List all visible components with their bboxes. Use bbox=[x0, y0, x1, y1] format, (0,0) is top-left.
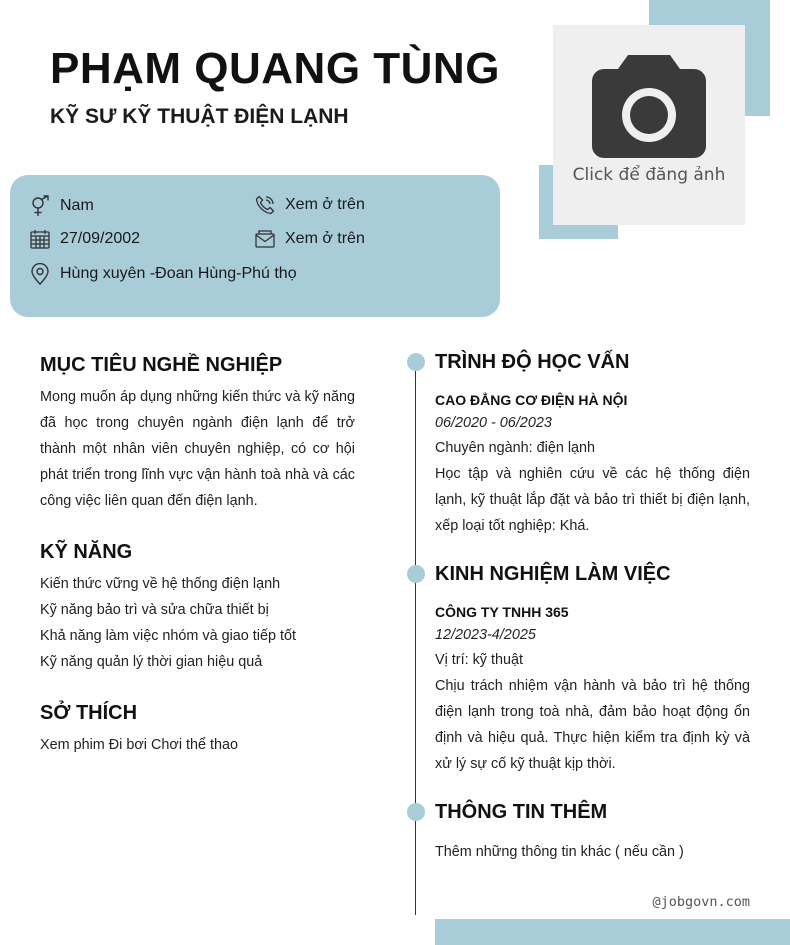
birthdate-value: 27/09/2002 bbox=[60, 230, 141, 247]
location-icon bbox=[30, 263, 50, 285]
hobbies-text: Xem phim Đi bơi Chơi thể thao bbox=[40, 737, 239, 753]
skill-item: Kỹ năng quản lý thời gian hiệu quả bbox=[40, 654, 263, 670]
school-name: CAO ĐẲNG CƠ ĐIỆN HÀ NỘI bbox=[435, 392, 628, 408]
experience-period: 12/2023-4/2025 bbox=[435, 627, 536, 643]
experience-position: Vị trí: kỹ thuật bbox=[435, 652, 523, 668]
info-birthdate bbox=[30, 229, 140, 249]
photo-upload[interactable] bbox=[553, 25, 745, 225]
skill-item: Kiến thức vững về hệ thống điện lạnh bbox=[40, 576, 281, 592]
candidate-name: PHẠM QUANG TÙNG bbox=[50, 44, 500, 93]
phone-value: Xem ở trên bbox=[285, 196, 365, 213]
objective-text: Mong muốn áp dụng những kiến thức và kỹ năng đã học trong chuyên ngành điện lạnh để trở thành một nhân viên chuyên nghiệp, có cơ hội phát triển trong lĩnh vực vận hành toà nhà và các công việc liên quan đến điện lạnh. bbox=[40, 389, 355, 509]
watermark: @jobgovn.com bbox=[652, 894, 750, 910]
info-email bbox=[255, 229, 365, 249]
timeline-dot bbox=[407, 353, 425, 371]
education-title: TRÌNH ĐỘ HỌC VẤN bbox=[435, 351, 630, 373]
info-phone bbox=[255, 195, 365, 215]
gender-value: Nam bbox=[60, 197, 94, 214]
skills-title: KỸ NĂNG bbox=[40, 541, 133, 563]
education-period: 06/2020 - 06/2023 bbox=[435, 415, 552, 431]
personal-info-panel bbox=[10, 175, 500, 317]
address-value: Hùng xuyên -Đoan Hùng-Phú thọ bbox=[60, 265, 297, 282]
company-name: CÔNG TY TNHH 365 bbox=[435, 604, 569, 620]
timeline-line bbox=[415, 360, 416, 915]
timeline-dot bbox=[407, 803, 425, 821]
objective-title: MỤC TIÊU NGHỀ NGHIỆP bbox=[40, 354, 283, 376]
camera-icon bbox=[592, 55, 706, 158]
phone-icon bbox=[255, 195, 275, 215]
decor-block-bottom bbox=[435, 919, 790, 945]
job-title: KỸ SƯ KỸ THUẬT ĐIỆN LẠNH bbox=[50, 105, 349, 128]
info-gender bbox=[30, 195, 94, 217]
timeline-dot bbox=[407, 565, 425, 583]
education-desc: Học tập và nghiên cứu về các hệ thống điện lạnh, kỹ thuật lắp đặt và bảo trì thiết bị điện lạnh, xếp loại tốt nghiệp: Khá. bbox=[435, 466, 750, 534]
hobbies-title: SỞ THÍCH bbox=[40, 702, 138, 724]
education-major: Chuyên ngành: điện lạnh bbox=[435, 440, 596, 456]
experience-desc: Chịu trách nhiệm vận hành và bảo trì hệ thống điện lạnh trong toà nhà, đảm bảo hoạt động ổn định và hiệu quả. Thực hiện kiểm tra định kỳ và xử lý sự cố kỹ thuật kịp thời. bbox=[435, 678, 750, 772]
additional-text: Thêm những thông tin khác ( nếu cần ) bbox=[435, 844, 684, 860]
calendar-icon bbox=[30, 229, 50, 249]
experience-title: KINH NGHIỆM LÀM VIỆC bbox=[435, 563, 671, 585]
skill-item: Kỹ năng bảo trì và sửa chữa thiết bị bbox=[40, 602, 269, 618]
email-value: Xem ở trên bbox=[285, 230, 365, 247]
gender-icon bbox=[30, 195, 50, 217]
skill-item: Khả năng làm việc nhóm và giao tiếp tốt bbox=[40, 628, 296, 644]
additional-title: THÔNG TIN THÊM bbox=[435, 801, 608, 823]
email-icon bbox=[255, 229, 275, 249]
info-address bbox=[30, 263, 297, 285]
photo-upload-label: Click để đăng ảnh bbox=[572, 165, 726, 185]
